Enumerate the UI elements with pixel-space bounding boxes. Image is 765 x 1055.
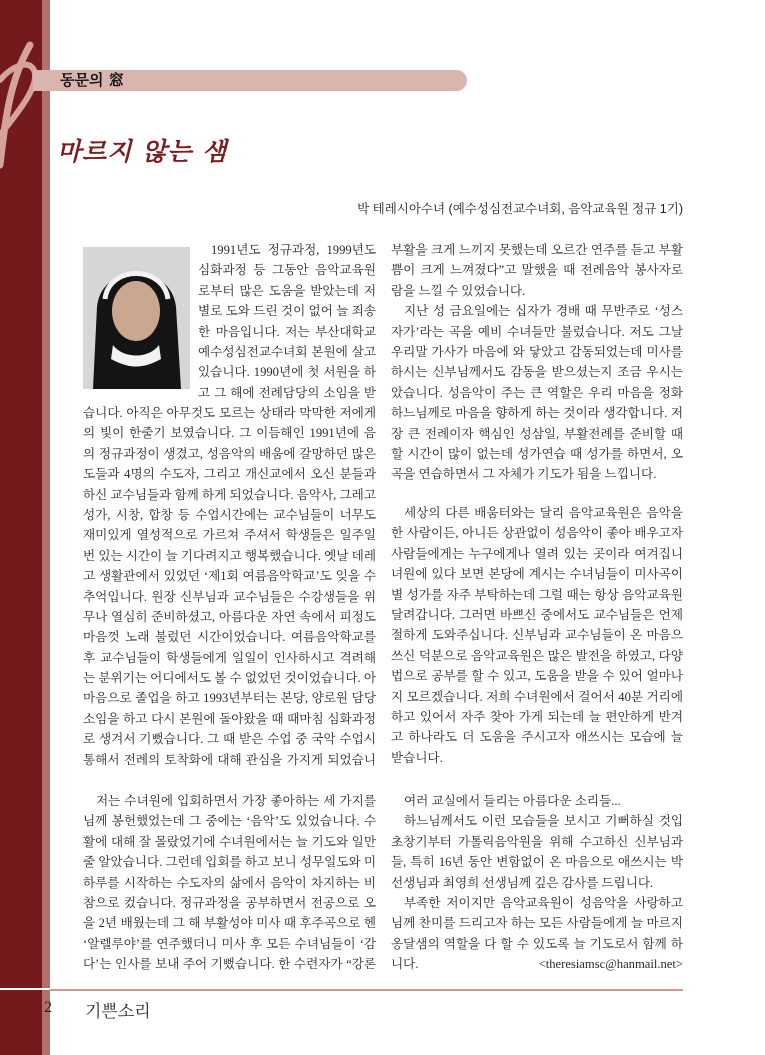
line-text: 부활을 크게 느끼지 못했는데 오르간 연주를 듣고 부활: [391, 243, 683, 257]
left-column-intro: [198, 240, 376, 403]
paragraph: [391, 240, 683, 301]
text-line: [391, 727, 683, 747]
line-text: 세상의 다른 배움터와는 달리 음악교육원은 음악을: [404, 506, 683, 520]
text-line: [198, 362, 376, 382]
text-line: [391, 873, 683, 893]
paragraph: [391, 811, 683, 893]
line-text: 지 모르겠습니다. 저희 수녀원에서 걸어서 40분 거리에: [391, 689, 683, 704]
text-line: [83, 648, 376, 668]
line-text: 마음껏 노래 불렀던 시간이었습니다. 여름음악학교를: [83, 630, 376, 645]
text-line: [83, 587, 376, 607]
text-line: [391, 464, 683, 484]
text-line: [83, 791, 376, 811]
line-text: 지난 성 금요일에는 십자가 경배 때 무반주로 ‘성스: [404, 304, 683, 319]
text-line: [391, 322, 683, 342]
text-line: [83, 954, 376, 974]
line-text: 활에 대해 잘 몰랐었기에 수녀원에서는 늘 기도와 일만: [83, 834, 376, 849]
line-text: 을 2년 배웠는데 그 해 부활성야 미사 때 후주곡으로 헨: [83, 916, 376, 931]
text-line: [391, 523, 683, 543]
line-text: 자가’라는 곡을 예비 수녀들만 불렀습니다. 저도 그날: [391, 324, 683, 339]
right-column-body: [391, 240, 683, 485]
footer-divider: [50, 989, 683, 991]
text-line: [391, 893, 683, 913]
line-text: 들, 특히 16년 동안 변함없이 온 마음으로 애쓰시는 박: [391, 855, 683, 870]
text-line: [83, 423, 376, 443]
text-line: [83, 709, 376, 729]
line-text: 마음으로 졸업을 하고 1993년부터는 본당, 양로원 담당: [83, 691, 376, 706]
line-text: 하고 있어서 자주 찾아 가게 되는데 늘 편안하게 반겨: [391, 709, 683, 724]
line-text: 님께 찬미를 드리고자 하는 모든 사람들에게 늘 마르지: [391, 916, 683, 931]
text-line: [198, 383, 376, 403]
text-line: [391, 281, 683, 301]
text-line: [391, 605, 683, 625]
text-line: [83, 566, 376, 586]
text-line: [391, 625, 683, 645]
line-text: 도들과 4명의 수도자, 그리고 개신교에서 오신 분들과: [83, 467, 376, 482]
line-text: 초창기부터 가톨릭음악원을 위해 수고하신 신부님과: [391, 834, 683, 849]
paragraph: [391, 503, 683, 768]
paragraph: [391, 893, 683, 975]
line-text: 하시는 신부님께서도 감동을 받으셨는지 조금 우시는: [391, 365, 683, 380]
line-text: 소임을 하고 다시 본원에 돌아왔을 때 때마침 심화과정: [83, 711, 376, 726]
text-line: [83, 913, 376, 933]
right-column-body-2: [391, 503, 683, 768]
line-text: 쓰신 덕분으로 음악교육원은 많은 발전을 하였고, 다양: [391, 648, 683, 663]
line-text: 장 큰 전례이자 핵심인 성삼일, 부활전례를 준비할 때: [391, 426, 683, 441]
text-line: [198, 342, 376, 362]
text-line: [391, 544, 683, 564]
text-line: [391, 832, 683, 852]
line-text: 줄 알았습니다. 그런데 입회를 하고 보니 성무일도와 미: [83, 855, 376, 870]
line-text: 사람들에게는 누구에게나 열려 있는 곳이라 여겨집니: [391, 546, 683, 561]
line-text: 고 그 해에 전례담당의 소임을 받: [198, 385, 376, 400]
text-line: [391, 707, 683, 727]
line-text: 고 생활관에서 있었던 ‘제1회 여름음악학교’도 잊을 수: [83, 569, 376, 584]
line-text: 선생님과 최영희 선생님께 깊은 감사를 드립니다.: [391, 875, 654, 890]
line-text: 습니다. 아직은 아무것도 모르는 상태라 막막한 저에게: [83, 406, 376, 420]
line-text: ‘알렐루야’를 연주했더니 미사 후 모든 수녀님들이 ‘감: [83, 936, 376, 951]
line-text: 심화과정 등 그동안 음악교육원: [198, 263, 376, 278]
text-line: [391, 811, 683, 831]
text-line: [391, 240, 683, 260]
line-text: 한 사람이든, 아니든 상관없이 성음악이 좋아 배우고자: [391, 526, 683, 541]
paragraph: [391, 301, 683, 485]
line-text: 의 정규과정이 생겼고, 성음악의 배움에 갈망하던 많은: [83, 446, 376, 461]
text-line: [83, 688, 376, 708]
text-line: [83, 607, 376, 627]
line-text: 곡을 연습하면서 그 자체가 기도가 됨을 느낍니다.: [391, 467, 657, 482]
text-line: [83, 668, 376, 688]
line-text: 1991년도 정규과정, 1999년도: [211, 243, 376, 257]
article-title: 마르지 않는 샘: [57, 137, 228, 166]
text-line: [198, 240, 376, 260]
line-text: 옹달샘의 역할을 다 할 수 있도록 늘 기도로서 함께 하: [391, 936, 683, 951]
left-column-body-2: [83, 791, 376, 975]
text-line: [83, 852, 376, 872]
text-line: [391, 646, 683, 666]
line-text: 추억입니다. 원장 신부님과 교수님들은 수강생들을 위: [83, 589, 376, 604]
line-text: 는 분위기는 어디에서도 볼 수 없었던 것이었습니다. 아: [83, 671, 376, 686]
magazine-name: 기쁜소리: [85, 1002, 151, 1022]
text-line: [391, 503, 683, 523]
line-text: 저는 수녀원에 입회하면서 가장 좋아하는 세 가지를: [96, 794, 376, 808]
line-text: 하루를 시작하는 수도자의 삶에서 음악이 차지하는 비: [83, 875, 376, 890]
text-line: [83, 444, 376, 464]
text-line: [391, 748, 683, 768]
text-line: [83, 873, 376, 893]
line-text: 통해서 전례의 토착화에 대해 관심을 가지게 되었습니: [83, 752, 376, 767]
line-text: 녀원에 있다 보면 본당에 계시는 수녀님들이 미사곡이: [391, 567, 683, 582]
text-line: [391, 301, 683, 321]
text-line: [83, 811, 376, 831]
text-line: [391, 913, 683, 933]
line-text: 부족한 저이지만 음악교육원이 성음악을 사랑하고: [404, 895, 683, 910]
text-line: [83, 464, 376, 484]
line-text: 의 빛이 한줄기 보였습니다. 그 이듬해인 1991년에 음: [83, 426, 376, 441]
paragraph: [83, 403, 376, 770]
page-number: 2: [44, 999, 52, 1016]
line-text: 로 생겨서 기뻤습니다. 그 때 받은 수업 중 국악 수업시: [83, 732, 376, 747]
line-text: 성가, 시창, 합창 등 수업시간에는 교수님들이 너무도: [83, 507, 376, 522]
line-text: 님께 봉헌했었는데 그 중에는 ‘음악’도 있었습니다. 수: [83, 814, 376, 829]
text-line: [391, 444, 683, 464]
line-text: 하신 교수님들과 함께 하게 되었습니다. 음악사, 그레고: [83, 487, 376, 502]
line-text: 로부터 많은 도움을 받았는데 저: [198, 283, 376, 298]
text-line: [391, 791, 683, 811]
line-text: 법으로 공부를 할 수 있고, 도움을 받을 수 있어 얼마나: [391, 669, 683, 684]
text-line: [198, 322, 376, 342]
text-line: [391, 666, 683, 686]
text-line: [391, 687, 683, 707]
band-divider: [0, 988, 50, 990]
text-line: [83, 729, 376, 749]
text-line: [391, 585, 683, 605]
line-text: 재미있게 열성적으로 가르쳐 주셔서 학생들은 일주일: [83, 528, 376, 543]
author-byline: 박 테레시아수녀 (예수성심전교수녀회, 음악교육원 정규 1기): [357, 202, 683, 216]
line-text: 번 있는 시간이 늘 기다려지고 행복했습니다. 옛날 데레: [83, 548, 376, 563]
line-text: 받습니다.: [391, 750, 443, 765]
text-line: [83, 403, 376, 423]
text-line: [83, 546, 376, 566]
text-line: [391, 852, 683, 872]
line-text: 예수성심전교수녀회 본원에 살고: [198, 344, 376, 359]
paragraph: [391, 791, 683, 811]
text-line: [198, 281, 376, 301]
left-column-body: [83, 403, 376, 770]
text-line: [391, 383, 683, 403]
text-line: [83, 832, 376, 852]
text-line: [391, 424, 683, 444]
text-line: [83, 485, 376, 505]
line-text: 하느님께로 마음을 향하게 하는 것이라 생각합니다. 저: [391, 406, 683, 421]
text-line: [83, 505, 376, 525]
text-line: [198, 260, 376, 280]
line-text: 다’는 인사를 보내 주어 기뻤습니다. 한 수련자가 “강론: [83, 957, 376, 972]
line-text: 고 하나라도 더 도움을 주시고자 애쓰시는 모습에 늘: [391, 730, 683, 745]
author-photo: [83, 247, 190, 389]
section-label: 동문의 窓: [60, 71, 124, 89]
line-text: 참으로 컸습니다. 정규과정을 공부하면서 전공으로 오: [83, 895, 376, 910]
text-line: [391, 403, 683, 423]
text-line: [391, 564, 683, 584]
text-line: [83, 750, 376, 770]
line-text: 별 성가를 자주 부탁하는데 그럴 때는 항상 음악교육원: [391, 587, 683, 602]
line-text: 았습니다. 성음악이 주는 큰 역할은 우리 마음을 정화: [391, 385, 683, 400]
text-line: [391, 362, 683, 382]
line-text: 절하게 도와주십니다. 신부님과 교수님들이 온 마음으: [391, 628, 683, 643]
text-line: [83, 525, 376, 545]
text-line: [198, 301, 376, 321]
line-text: 람을 느낄 수 있었습니다.: [391, 283, 526, 298]
line-text: 여러 교실에서 들리는 아름다운 소리들...: [404, 794, 621, 808]
line-text: 하느님께서도 이런 모습들을 보시고 기뻐하실 것입: [404, 814, 683, 829]
text-line: [391, 954, 683, 974]
text-line: [83, 627, 376, 647]
text-line: [391, 260, 683, 280]
line-text: 쁨이 크게 느껴졌다”고 말했을 때 전례음악 봉사자로: [391, 263, 683, 278]
line-text: 우리말 가사가 마음에 와 닿았고 감동되었는데 미사를: [391, 344, 683, 359]
paragraph: [198, 240, 376, 403]
right-column-body-3: [391, 791, 683, 975]
line-text: 니다.: [391, 957, 419, 972]
text-line: [83, 934, 376, 954]
text-line: [391, 342, 683, 362]
text-line: [391, 934, 683, 954]
swirl-ornament-icon: [0, 40, 60, 170]
line-text: 달려갑니다. 그러면 바쁘신 중에서도 교수님들은 언제: [391, 607, 683, 622]
text-line: [83, 893, 376, 913]
paragraph: [83, 791, 376, 975]
line-text: 무나 열심히 준비하셨고, 아름다운 자연 속에서 피정도: [83, 609, 376, 624]
line-text: 후 교수님들이 학생들에게 일일이 인사하시고 격려해: [83, 650, 376, 665]
line-text: 있습니다. 1990년에 첫 서원을 하: [198, 365, 376, 380]
author-email: <theresiamsc@hanmail.net>: [538, 957, 683, 972]
line-text: 한 마음입니다. 저는 부산대학교: [198, 324, 376, 339]
line-text: 별로 도와 드린 것이 없어 늘 죄송: [198, 304, 376, 319]
line-text: 할 시간이 많이 없는데 성가연습 때 성가를 하면서, 오: [391, 446, 683, 461]
